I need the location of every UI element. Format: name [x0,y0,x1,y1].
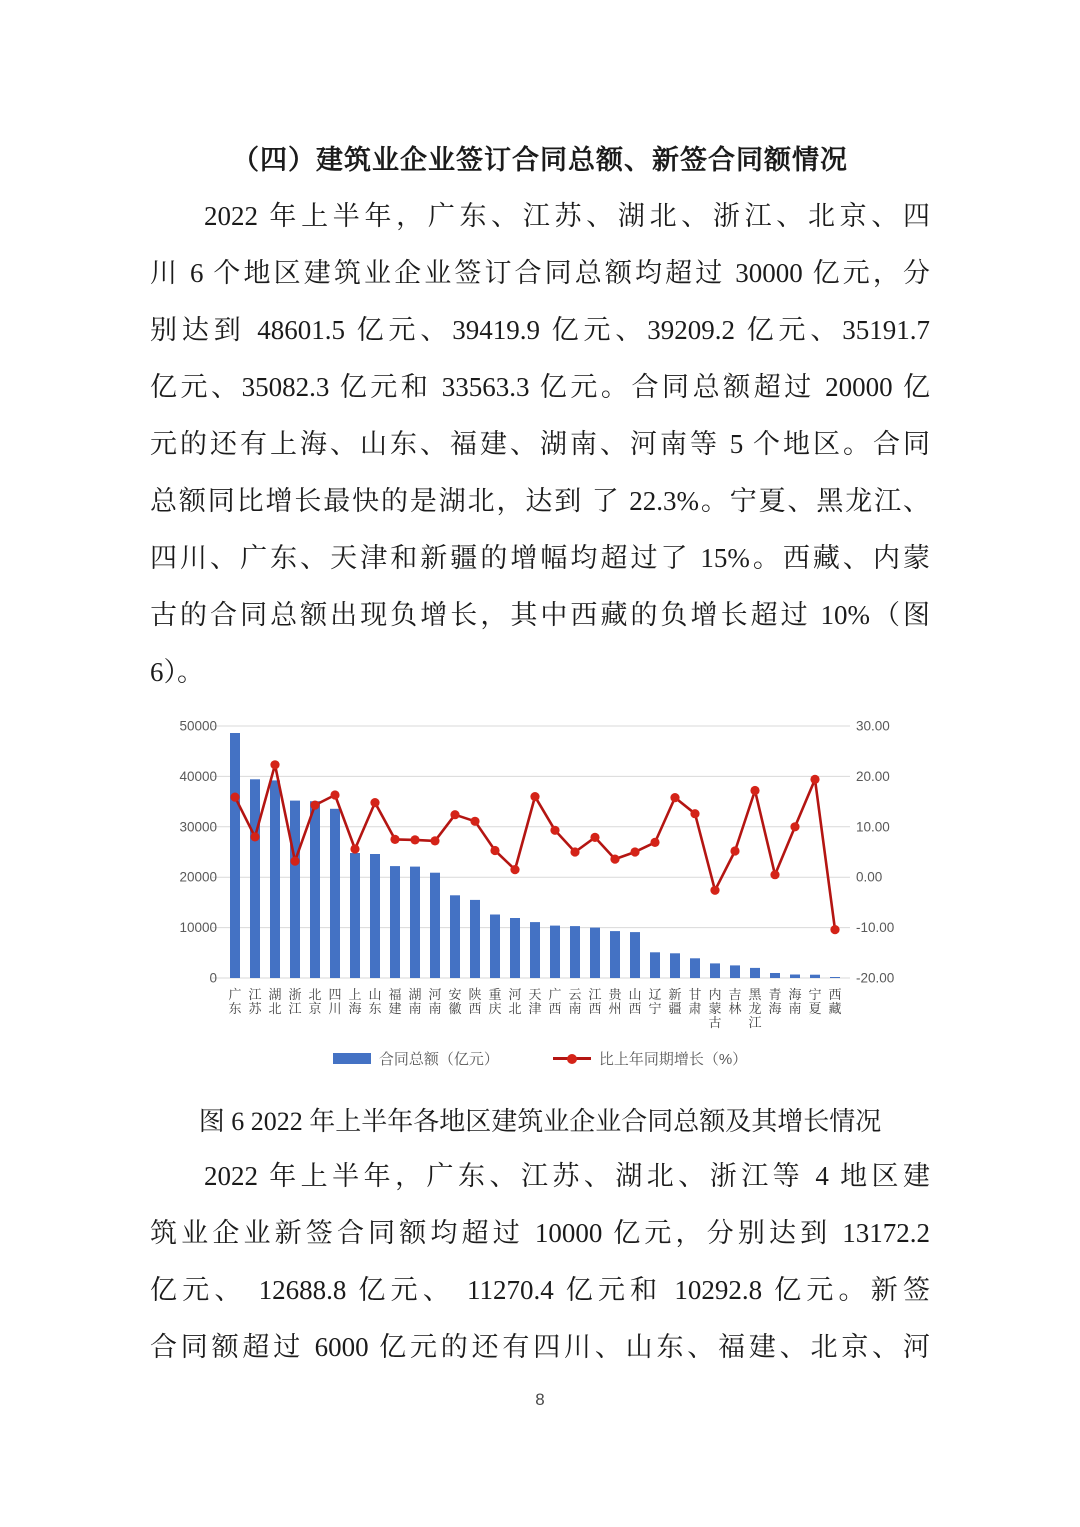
text-line: 2022 年上半年，广东、江苏、湖北、浙江、北京、四 [204,201,930,231]
growth-line [235,765,835,930]
x-axis-label: 重 [488,987,502,1002]
x-axis-label: 南 [568,1001,582,1016]
bar-安徽 [450,895,460,978]
line-marker-swatch-icon [553,1057,591,1060]
x-axis-label: 山 [368,987,382,1002]
x-axis-label: 辽 [648,987,662,1002]
text-line: 元的还有上海、山东、福建、湖南、河南等 5 个地区。合同 [150,429,930,459]
x-axis-label: 海 [768,1001,782,1016]
x-axis-label: 龙 [748,1001,762,1016]
marker-重庆 [490,846,499,855]
chart-legend [160,1048,920,1069]
x-axis-label: 山 [628,987,642,1002]
x-axis-label: 江 [248,987,262,1002]
left-axis-tick: 10000 [179,920,217,936]
marker-吉林 [730,846,739,855]
x-axis-label: 北 [508,1001,522,1016]
right-axis-tick: -10.00 [856,920,895,936]
bar-福建 [390,866,400,978]
x-axis-label: 陕 [468,987,482,1002]
x-axis-label: 福 [388,987,402,1002]
x-axis-label: 南 [788,1001,802,1016]
x-axis-label: 新 [668,987,682,1002]
x-axis-label: 夏 [808,1001,822,1016]
marker-西藏 [830,925,839,934]
text-line: 2022 年上半年，广东、江苏、湖北、浙江等 4 地区建 [204,1161,930,1191]
x-axis-label: 江 [748,1015,762,1030]
x-axis-label: 津 [528,1001,542,1016]
bar-湖北 [270,780,280,978]
marker-新疆 [670,793,679,802]
right-axis-tick: 0.00 [856,869,883,885]
marker-福建 [390,835,399,844]
text-line: 古的合同总额出现负增长，其中西藏的负增长超过 10%（图 [150,600,930,630]
text-line: 四川、广东、天津和新疆的增幅均超过了 15%。西藏、内蒙 [150,543,930,573]
bar-江苏 [250,779,260,978]
right-axis-tick: 30.00 [856,718,890,734]
x-axis-label: 西 [588,1001,602,1016]
x-axis-label: 上 [348,987,362,1002]
bar-四川 [330,809,340,978]
x-axis-label: 宁 [808,987,822,1002]
x-axis-label: 东 [368,1001,382,1016]
marker-内蒙古 [710,886,719,895]
marker-广东 [230,793,239,802]
text-line: 6）。 [150,657,204,687]
x-axis-label: 广 [548,987,562,1002]
x-axis-label: 北 [268,1001,282,1016]
legend-bar-label: 合同总额（亿元） [378,1051,499,1068]
marker-宁夏 [810,775,819,784]
bar-广东 [230,733,240,978]
marker-山东 [370,798,379,807]
marker-湖南 [410,835,419,844]
x-axis-label: 西 [828,987,842,1002]
bar-陕西 [470,900,480,978]
x-axis-label: 藏 [828,1001,842,1016]
marker-北京 [310,801,319,810]
figure-caption: 图 6 2022 年上半年各地区建筑业企业合同总额及其增长情况 [198,1107,882,1136]
marker-青海 [770,870,779,879]
left-axis-tick: 0 [209,970,217,986]
marker-山西 [630,847,639,856]
x-axis-label: 宁 [648,1001,662,1016]
marker-贵州 [610,855,619,864]
x-axis-label: 云 [568,987,582,1002]
x-axis-label: 蒙 [708,1001,722,1016]
bar-黑龙江 [750,968,760,978]
x-axis-label: 西 [628,1001,642,1016]
x-axis-label: 北 [308,987,322,1002]
left-axis-tick: 50000 [179,718,217,734]
marker-甘肃 [690,809,699,818]
legend-item-bar [333,1048,499,1069]
x-axis-label: 海 [348,1001,362,1016]
text-line: 总额同比增长最快的是湖北，达到 了 22.3%。宁夏、黑龙江、 [150,486,930,516]
marker-浙江 [290,857,299,866]
x-axis-label: 甘 [688,987,702,1002]
legend-item-line [553,1048,747,1069]
x-axis-label: 天 [528,987,542,1002]
combo-chart [160,710,920,1040]
x-axis-label: 林 [728,1001,742,1016]
right-axis-tick: -20.00 [856,970,895,986]
right-axis-tick: 10.00 [856,819,890,835]
x-axis-label: 四 [328,987,342,1002]
bar-海南 [790,975,800,979]
x-axis-label: 疆 [668,1001,682,1016]
bar-辽宁 [650,952,660,978]
marker-江西 [590,833,599,842]
x-axis-label: 庆 [488,1001,502,1016]
x-axis-label: 河 [428,987,442,1002]
x-axis-label: 青 [768,987,782,1002]
x-axis-label: 安 [448,987,462,1002]
x-axis-label: 州 [608,1001,622,1016]
bar-湖南 [410,867,420,978]
bar-天津 [530,922,540,978]
paragraph-new-contracts [150,1148,930,1376]
bar-云南 [570,926,580,978]
x-axis-label: 苏 [248,1001,262,1016]
bar-西藏 [830,977,840,978]
x-axis-label: 广 [228,987,242,1002]
x-axis-label: 内 [708,987,722,1002]
bar-宁夏 [810,975,820,978]
right-axis-tick: 20.00 [856,768,890,784]
bar-浙江 [290,801,300,978]
x-axis-label: 古 [708,1015,722,1030]
x-axis-label: 南 [408,1001,422,1016]
x-axis-label: 南 [428,1001,442,1016]
section-heading: （四）建筑业企业签订合同总额、新签合同额情况 [232,145,848,175]
x-axis-label: 东 [228,1001,242,1016]
x-axis-label: 川 [328,1001,342,1016]
bar-河北 [510,918,520,978]
page-number: 8 [535,1390,545,1409]
marker-云南 [570,847,579,856]
marker-河北 [510,865,519,874]
marker-江苏 [250,832,259,841]
bar-swatch-icon [333,1053,371,1064]
bar-甘肃 [690,958,700,978]
bar-新疆 [670,953,680,978]
bar-广西 [550,926,560,978]
text-line: 别达到 48601.5 亿元、39419.9 亿元、39209.2 亿元、35191.7 [150,315,930,345]
bar-上海 [350,853,360,978]
left-axis-tick: 30000 [179,819,217,835]
marker-河南 [430,836,439,845]
bar-北京 [310,801,320,978]
x-axis-label: 黑 [748,987,762,1002]
bar-山东 [370,854,380,978]
text-line: 川 6 个地区建筑业企业签订合同总额均超过 30000 亿元，分 [150,258,930,288]
legend-line-label: 比上年同期增长（%） [598,1051,748,1068]
x-axis-label: 湖 [268,987,282,1002]
left-axis-tick: 20000 [179,869,217,885]
bar-重庆 [490,915,500,979]
paragraph-contract-total [150,188,930,701]
left-axis-tick: 40000 [179,768,217,784]
x-axis-label: 肃 [688,1001,702,1016]
marker-天津 [530,792,539,801]
x-axis-label: 徽 [448,1001,462,1016]
x-axis-label: 吉 [728,987,742,1002]
bar-河南 [430,873,440,978]
bar-吉林 [730,965,740,978]
bar-山西 [630,932,640,978]
marker-广西 [550,826,559,835]
x-axis-label: 浙 [288,987,302,1002]
x-axis-label: 湖 [408,987,422,1002]
marker-陕西 [470,817,479,826]
x-axis-label: 西 [548,1001,562,1016]
marker-辽宁 [650,838,659,847]
x-axis-label: 建 [388,1001,402,1016]
x-axis-label: 西 [468,1001,482,1016]
marker-上海 [350,844,359,853]
marker-海南 [790,822,799,831]
text-line: 亿元、35082.3 亿元和 33563.3 亿元。合同总额超过 20000 亿 [150,372,930,402]
marker-四川 [330,790,339,799]
x-axis-label: 京 [308,1001,322,1016]
x-axis-label: 江 [288,1001,302,1016]
marker-湖北 [270,760,279,769]
x-axis-label: 贵 [608,987,622,1002]
text-line: 亿元、 12688.8 亿元、 11270.4 亿元和 10292.8 亿元。新签 [150,1275,930,1305]
bar-青海 [770,973,780,978]
marker-黑龙江 [750,786,759,795]
bar-内蒙古 [710,963,720,978]
text-line: 筑业企业新签合同额均超过 10000 亿元，分别达到 13172.2 [150,1218,930,1248]
marker-安徽 [450,810,459,819]
x-axis-label: 海 [788,987,802,1002]
figure-6 [160,710,920,1080]
x-axis-label: 江 [588,987,602,1002]
x-axis-label: 河 [508,987,522,1002]
bar-江西 [590,928,600,978]
bar-贵州 [610,931,620,978]
text-line: 合同额超过 6000 亿元的还有四川、山东、福建、北京、河 [150,1332,930,1362]
